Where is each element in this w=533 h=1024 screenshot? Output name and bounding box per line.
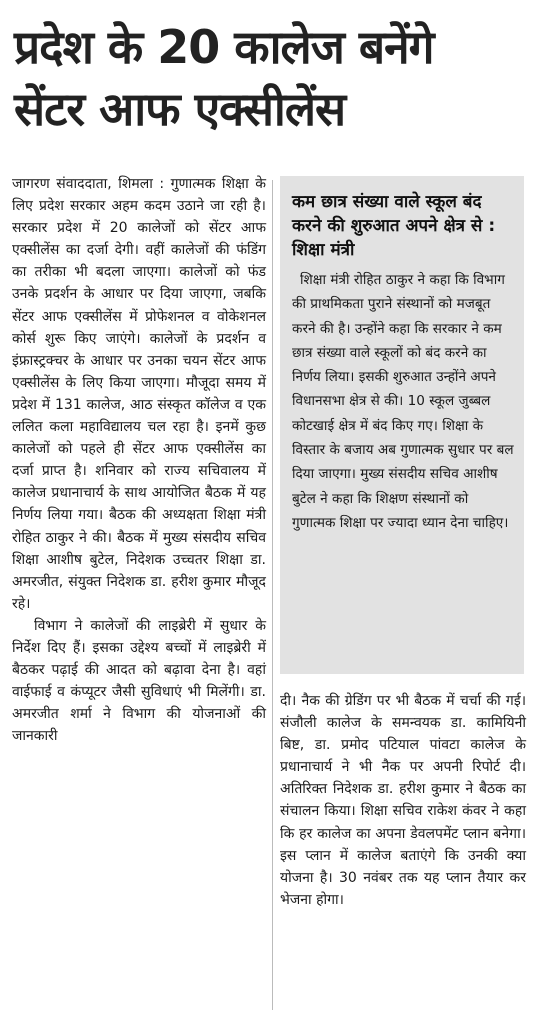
headline	[14, 16, 524, 140]
sidebar-box	[280, 176, 524, 674]
left-column	[12, 173, 266, 747]
article-paragraph-2: विभाग ने कालेजों की लाइब्रेरी में सुधार के निर्देश दिए हैं। इसका उद्देश्य बच्चों में लाइब्रेरी में बैठकर पढ़ाई की आदत को बढ़ावा देना है। वहां वाईफाई व कंप्यूटर जैसी सुविधाएं भी मिलेंगी। डा. अमरजीत शर्मा ने विभाग की योजनाओं की जानकारी	[12, 617, 266, 745]
headline-line-2: सेंटर आफ एक्सीलेंस	[14, 82, 346, 136]
sidebar-title: कम छात्र संख्या वाले स्कूल बंद करने की शुरुआत अपने क्षेत्र से : शिक्षा मंत्री	[292, 192, 496, 260]
article-paragraph-1: जागरण संवाददाता, शिमला : गुणात्मक शिक्षा के लिए प्रदेश सरकार अहम कदम उठाने जा रही है। सरकार प्रदेश में 20 कालेजों को सेंटर आफ एक्सीलेंस का दर्जा देगी। वहीं कालेजों की फंडिंग का तरीका भी बदला जाएगा। कालेजों को फंड उनके प्रदर्शन के आधार पर दिया जाएगा, जबकि सेंटर आफ एक्सीलेंस में प्रोफेशनल व वोकेशनल कोर्स शुरू किए जाएंगे। कालेजों के प्रदर्शन व इंफ्रास्ट्रक्चर के आधार पर उनका चयन सेंटर आफ एक्सीलेंस के लिए किया जाएगा। मौजूदा समय में प्रदेश में 131 कालेज, आठ संस्कृत कॉलेज व एक ललित कला महाविद्यालय चल रहा है। इनमें कुछ कालेजों को पहले ही सेंटर आफ एक्सीलेंस का दर्जा प्राप्त है। शनिवार को राज्य सचिवालय में कालेज प्रधानाचार्य के साथ आयोजित बैठक में यह निर्णय लिया गया। बैठक की अध्यक्षता शिक्षा मंत्री रोहित ठाकुर ने की। बैठक में मुख्य संसदीय सचिव शिक्षा आशीष बुटेल, निदेशक उच्चतर शिक्षा डा. अमरजीत, संयुक्त निदेशक डा. हरीश कुमार मौजूद रहे।	[12, 176, 266, 612]
column-divider	[272, 180, 273, 1010]
article-paragraph-3: दी। नैक की ग्रेडिंग पर भी बैठक में चर्चा की गई। संजौली कालेज के समन्वयक डा. कामियिनी बिष्ट, डा. प्रमोद पटियाल पांवटा कालेज के प्रधानाचार्य ने भी नैक पर अपनी रिपोर्ट दी। अतिरिक्त निदेशक डा. हरीश कुमार ने बैठक का संचालन किया। शिक्षा सचिव राकेश कंवर ने कहा कि हर कालेज का अपना डेवलपमेंट प्लान बनेगा। इस प्लान में कालेज बताएंगे कि उनकी क्या योजना है। 30 नवंबर तक यह प्लान तैयार कर भेजना होगा।	[280, 693, 526, 908]
headline-line-1: प्रदेश के 20 कालेज बनेंगे	[14, 20, 434, 74]
sidebar-text: शिक्षा मंत्री रोहित ठाकुर ने कहा कि विभाग की प्राथमिकता पुराने संस्थानों को मजबूत करने की है। उन्होंने कहा कि सरकार ने कम छात्र संख्या वाले स्कूलों को बंद करने का निर्णय लिया। इसकी शुरुआत उन्होंने अपने विधानसभा क्षेत्र से की। 10 स्कूल जुब्बल कोटखाई क्षेत्र में बंद किए गए। शिक्षा के विस्तार के बजाय अब गुणात्मक सुधार पर बल दिया जाएगा। मुख्य संसदीय सचिव आशीष बुटेल ने कहा कि शिक्षण संस्थानों को गुणात्मक शिक्षा पर ज्यादा ध्यान देना चाहिए।	[292, 272, 514, 531]
right-column	[280, 690, 526, 911]
